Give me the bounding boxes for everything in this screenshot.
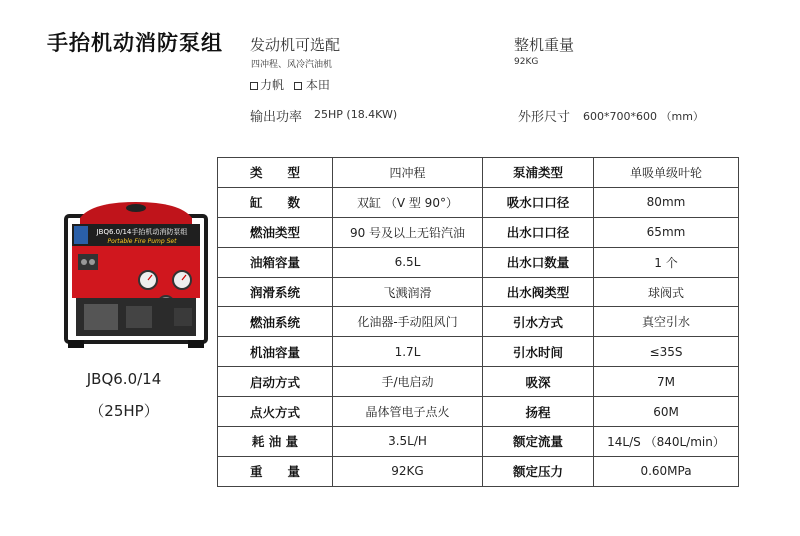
table-row [218, 397, 739, 427]
spec-value: 手/电启动 [333, 367, 483, 397]
spec-key: 额定流量 [483, 427, 594, 457]
spec-value: 6.5L [333, 247, 483, 277]
spec-key: 机油容量 [218, 337, 333, 367]
spec-key: 出水口口径 [483, 217, 594, 247]
spec-value: 1 个 [594, 247, 739, 277]
weight-label: 整机重量 [514, 36, 575, 54]
spec-key: 重 量 [218, 456, 333, 486]
spec-value: 14L/S （840L/min） [594, 427, 739, 457]
brand-option-2: 本田 [305, 78, 330, 92]
product-power: （25HP） [89, 402, 159, 420]
spec-value: 7M [594, 367, 739, 397]
spec-key: 吸深 [483, 367, 594, 397]
spec-value: 80mm [594, 187, 739, 217]
spec-key: 缸 数 [218, 187, 333, 217]
checkbox-icon[interactable] [250, 82, 258, 90]
table-row [218, 367, 739, 397]
spec-value: 真空引水 [594, 307, 739, 337]
spec-key: 泵浦类型 [483, 158, 594, 188]
spec-key: 出水阀类型 [483, 277, 594, 307]
spec-value: 90 号及以上无铅汽油 [333, 217, 483, 247]
spec-key: 吸水口口径 [483, 187, 594, 217]
spec-key: 燃油系统 [218, 307, 333, 337]
table-row [218, 427, 739, 457]
spec-key: 点火方式 [218, 397, 333, 427]
table-row [218, 187, 739, 217]
dimensions-value: 600*700*600 （mm） [583, 110, 704, 123]
product-model: JBQ6.0/14 [86, 370, 162, 388]
table-row [218, 247, 739, 277]
spec-key: 出水口数量 [483, 247, 594, 277]
spec-value: 飞溅润滑 [333, 277, 483, 307]
spec-value: ≤35S [594, 337, 739, 367]
spec-value: 双缸 （V 型 90°） [333, 187, 483, 217]
spec-key: 引水时间 [483, 337, 594, 367]
panel-label-bottom: Portable Fire Pump Set [107, 238, 177, 245]
spec-value: 65mm [594, 217, 739, 247]
table-row [218, 337, 739, 367]
table-row [218, 277, 739, 307]
spec-value: 单吸单级叶轮 [594, 158, 739, 188]
weight-value: 92KG [514, 57, 539, 67]
brand-option-1: 力帆 [260, 78, 285, 92]
table-row [218, 158, 739, 188]
table-row [218, 217, 739, 247]
spec-key: 扬程 [483, 397, 594, 427]
spec-key: 燃油类型 [218, 217, 333, 247]
brand-options [250, 76, 330, 93]
spec-key: 额定压力 [483, 456, 594, 486]
engine-option-label: 发动机可选配 [250, 36, 341, 54]
spec-value: 60M [594, 397, 739, 427]
spec-key: 耗 油 量 [218, 427, 333, 457]
spec-value: 晶体管电子点火 [333, 397, 483, 427]
spec-key: 引水方式 [483, 307, 594, 337]
dimensions-label: 外形尺寸 [518, 110, 571, 125]
table-row [218, 307, 739, 337]
spec-value: 92KG [333, 456, 483, 486]
table-row [218, 456, 739, 486]
output-power-label: 输出功率 [250, 110, 303, 125]
engine-type: 四冲程、风冷汽油机 [251, 60, 333, 70]
output-power-value: 25HP (18.4KW) [314, 108, 398, 121]
page-title: 手抬机动消防泵组 [47, 31, 223, 55]
spec-value: 0.60MPa [594, 456, 739, 486]
panel-label-top: JBQ6.0/14手抬机动消防泵组 [96, 228, 188, 236]
spec-key: 启动方式 [218, 367, 333, 397]
spec-value: 球阀式 [594, 277, 739, 307]
checkbox-icon[interactable] [294, 82, 302, 90]
spec-value: 1.7L [333, 337, 483, 367]
spec-key: 类 型 [218, 158, 333, 188]
spec-table [217, 157, 739, 487]
spec-key: 润滑系统 [218, 277, 333, 307]
spec-value: 化油器-手动阻风门 [333, 307, 483, 337]
spec-value: 3.5L/H [333, 427, 483, 457]
spec-key: 油箱容量 [218, 247, 333, 277]
spec-value: 四冲程 [333, 158, 483, 188]
fire-pump-image [62, 196, 210, 358]
